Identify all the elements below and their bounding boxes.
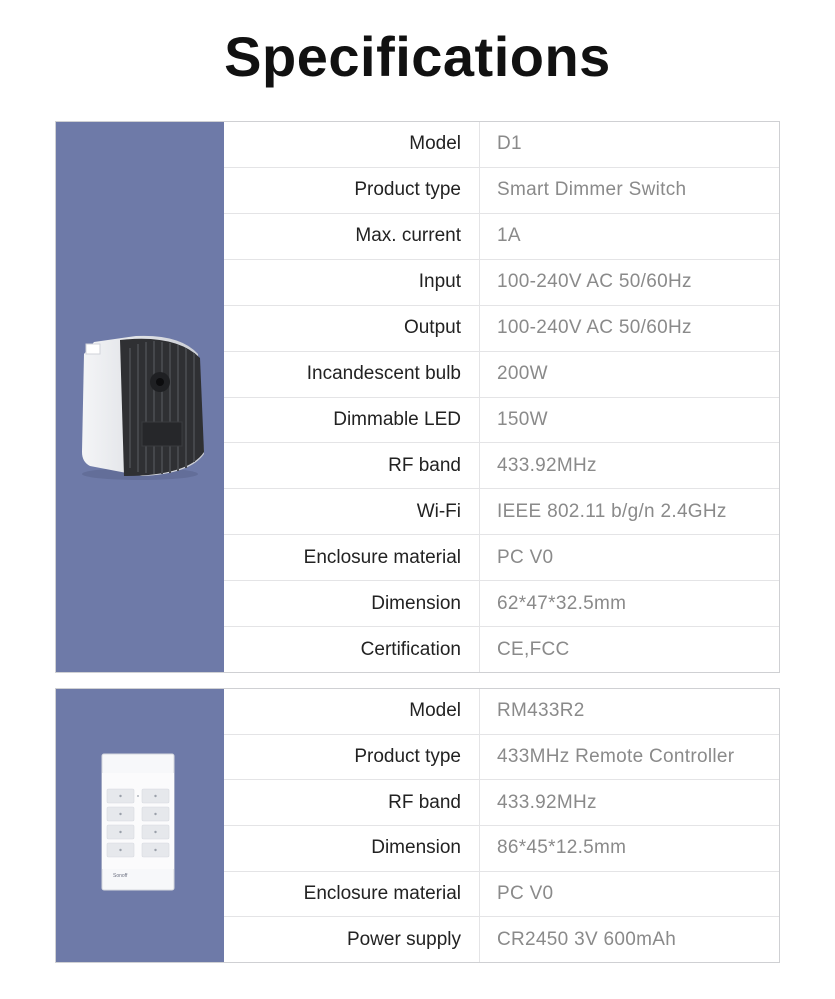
spec-label: Wi-Fi [224,489,480,534]
spec-row [224,214,779,260]
spec-label: Incandescent bulb [224,352,480,397]
spec-value: Smart Dimmer Switch [497,179,687,201]
spec-row [224,306,779,352]
spec-value: 100-240V AC 50/60Hz [497,317,692,339]
spec-row [224,535,779,581]
spec-value: PC V0 [497,883,554,905]
spec-value: 86*45*12.5mm [497,837,627,859]
spec-row [224,443,779,489]
spec-value: 100-240V AC 50/60Hz [497,271,692,293]
spec-label: Max. current [224,214,480,259]
product-image-panel [56,689,224,962]
spec-label: Output [224,306,480,351]
spec-value: 62*47*32.5mm [497,592,627,614]
spec-label: Model [224,122,480,167]
spec-label: Enclosure material [224,535,480,580]
product-image-panel [56,122,224,672]
spec-row [224,489,779,535]
remote-controller-image [101,753,175,891]
spec-label: RF band [224,443,480,488]
spec-row [224,581,779,627]
spec-value: PC V0 [497,546,554,568]
spec-label: Input [224,260,480,305]
spec-label: Dimmable LED [224,398,480,443]
spec-label: RF band [224,780,480,825]
spec-value: IEEE 802.11 b/g/n 2.4GHz [497,500,727,522]
spec-row [224,168,779,214]
spec-row [224,780,779,826]
brand-logo: Sonoff [113,873,128,879]
spec-label: Product type [224,735,480,780]
spec-value: CE,FCC [497,638,570,660]
spec-row [224,689,779,735]
spec-label: Power supply [224,917,480,962]
spec-card-dimmer [55,121,780,673]
spec-value: RM433R2 [497,700,585,722]
spec-row [224,627,779,672]
spec-table-dimmer [224,122,779,672]
spec-table-remote [224,689,779,962]
spec-row [224,352,779,398]
spec-row [224,872,779,918]
spec-value: 200W [497,363,548,385]
spec-row [224,398,779,444]
spec-label: Certification [224,627,480,672]
spec-value: D1 [497,133,522,155]
dimmer-switch-image [80,334,208,482]
spec-value: CR2450 3V 600mAh [497,928,677,950]
spec-row [224,260,779,306]
spec-row [224,735,779,781]
spec-label: Product type [224,168,480,213]
spec-row [224,917,779,962]
spec-card-remote [55,688,780,963]
page-title: Specifications [224,25,611,88]
spec-value: 1A [497,225,521,247]
spec-value: 433MHz Remote Controller [497,746,735,767]
spec-row [224,826,779,872]
spec-label: Dimension [224,826,480,871]
spec-row [224,122,779,168]
spec-value: 433.92MHz [497,791,597,813]
spec-label: Dimension [224,581,480,626]
spec-label: Model [224,689,480,734]
spec-label: Enclosure material [224,872,480,917]
spec-value: 150W [497,408,548,430]
spec-value: 433.92MHz [497,454,597,476]
